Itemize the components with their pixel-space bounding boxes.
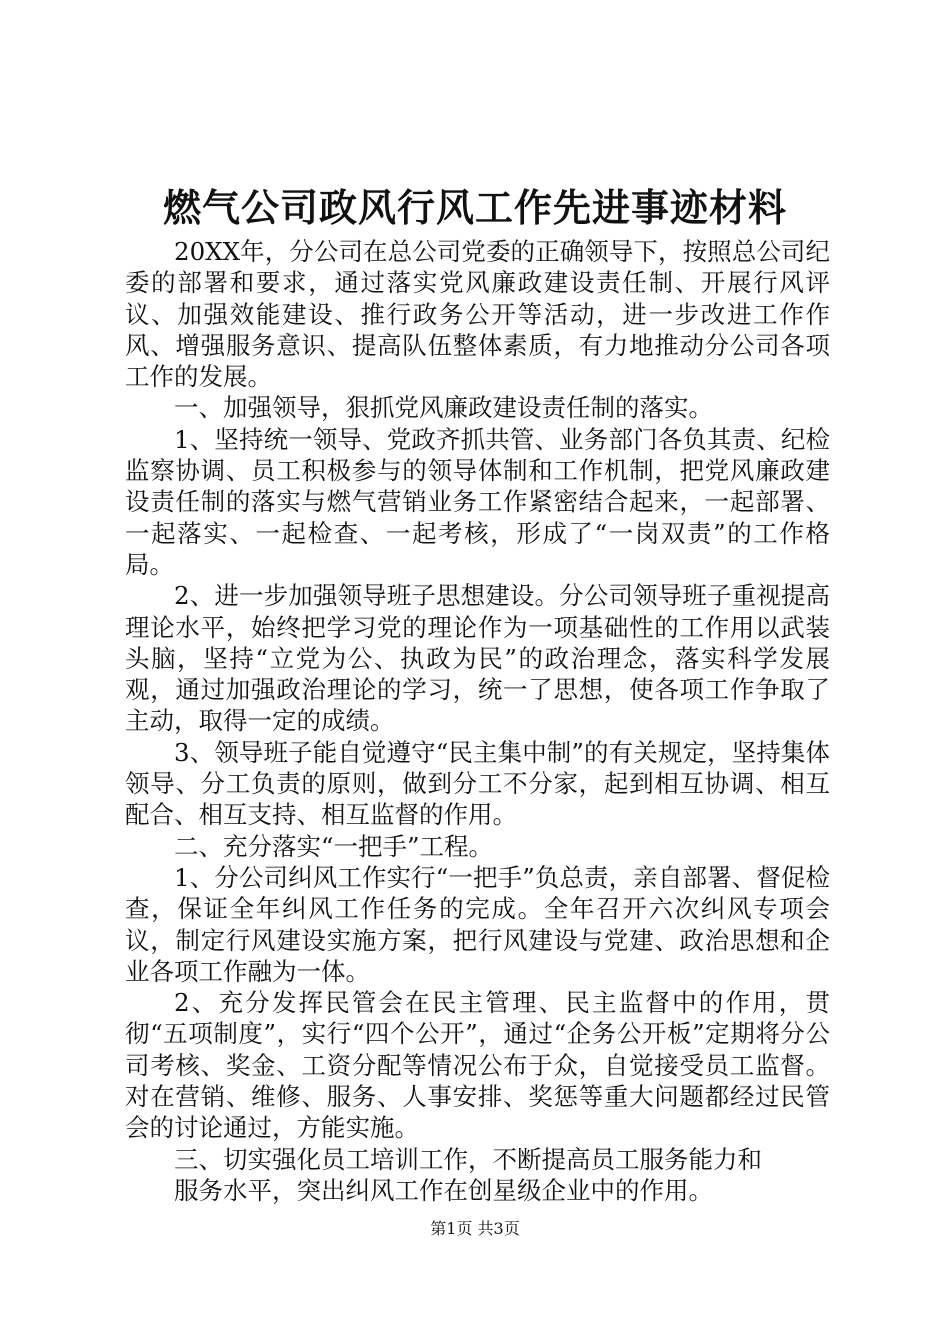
- intro-paragraph: 20XX年，分公司在总公司党委的正确领导下，按照总公司纪委的部署和要求，通过落实党风廉政建设责任制、开展行风评议、加强效能建设、推行政务公开等活动，进一步改进工作作风、增强服务意识、提高队伍整体素质，有力地推动分公司各项工作的发展。: [125, 237, 830, 392]
- section-heading-1: 一、加强领导，狠抓党风廉政建设责任制的落实。: [174, 393, 713, 423]
- section-heading-3-continued: 服务水平，突出纠风工作在创星级企业中的作用。: [174, 1175, 713, 1205]
- section-heading-2: 二、充分落实“一把手”工程。: [174, 831, 494, 861]
- paragraph-1-1: 1、坚持统一领导、党政齐抓共管、业务部门各负其责、纪检监察协调、员工积极参与的领导体制和工作机制，把党风廉政建设责任制的落实与燃气营销业务工作紧密结合起来，一起部署、一起落实、一起检查、一起考核，形成了“一岗双责”的工作格局。: [125, 424, 830, 579]
- paragraph-2-1: 1、分公司纠风工作实行“一把手”负总责，亲自部署、督促检查，保证全年纠风工作任务的完成。全年召开六次纠风专项会议，制定行风建设实施方案，把行风建设与党建、政治思想和企业各项工作融为一体。: [125, 862, 830, 986]
- page-number-footer: 第1页 共3页: [430, 1219, 520, 1238]
- paragraph-2-2: 2、充分发挥民管会在民主管理、民主监督中的作用，贯彻“五项制度”，实行“四个公开”，通过“企务公开板”定期将分公司考核、奖金、工资分配等情况公布于众，自觉接受员工监督。对在营销、维修、服务、人事安排、奖惩等重大问题都经过民管会的讨论通过，方能实施。: [125, 988, 830, 1143]
- document-body: [125, 236, 830, 1206]
- paragraph-1-2: 2、进一步加强领导班子思想建设。分公司领导班子重视提高理论水平，始终把学习党的理论作为一项基础性的工作用以武装头脑，坚持“立党为公、执政为民”的政治理念，落实科学发展观，通过加强政治理论的学习，统一了思想，使各项工作争取了主动，取得一定的成绩。: [125, 581, 830, 736]
- document-title: 燃气公司政风行风工作先进事迹材料: [162, 185, 787, 230]
- paragraph-1-3: 3、领导班子能自觉遵守“民主集中制”的有关规定，坚持集体领导、分工负责的原则，做到分工不分家，起到相互协调、相互配合、相互支持、相互监督的作用。: [125, 737, 830, 830]
- section-heading-3: 三、切实强化员工培训工作，不断提高员工服务能力和: [174, 1144, 762, 1174]
